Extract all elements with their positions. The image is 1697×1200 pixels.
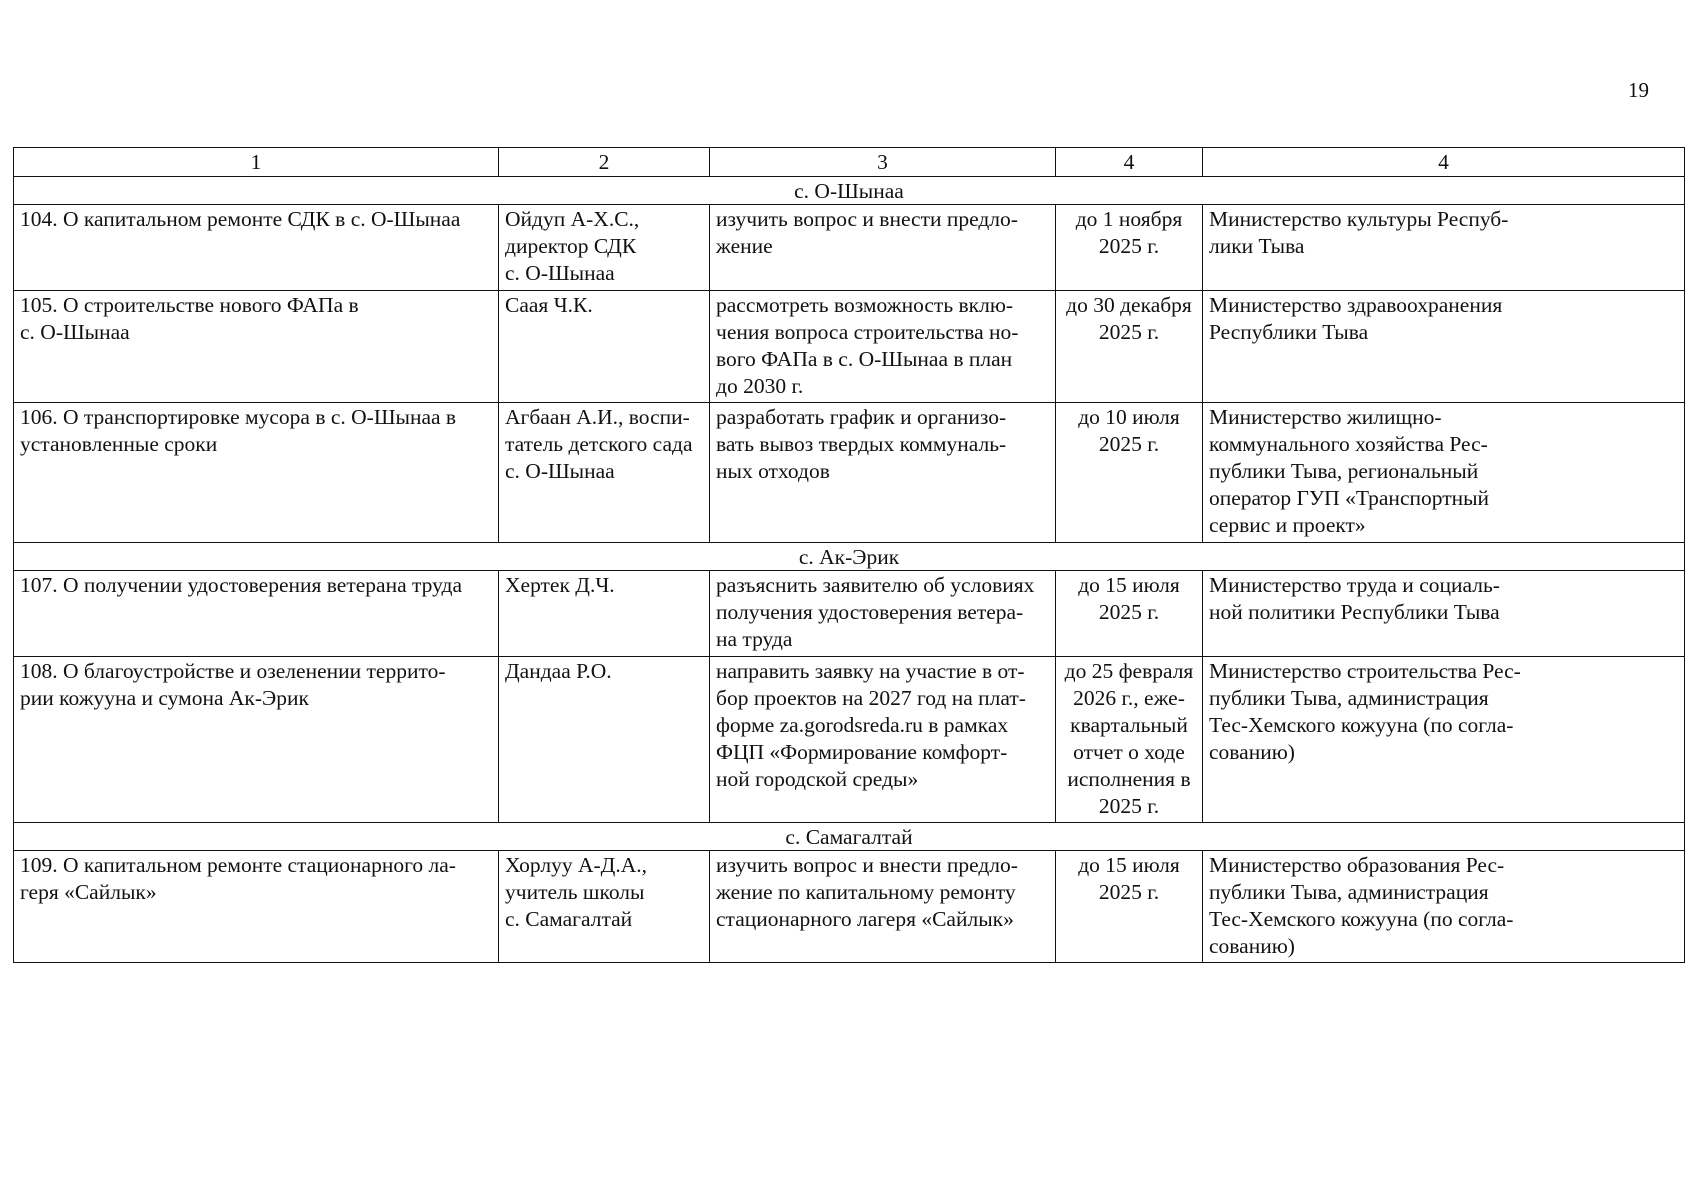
responsible-cell — [1203, 571, 1685, 657]
cell-line: Министерство строительства Рес- — [1209, 659, 1521, 683]
table-row — [14, 205, 1685, 291]
responsible-cell — [1203, 403, 1685, 543]
cell-line: до 30 декабря — [1066, 293, 1192, 317]
table-row — [14, 291, 1685, 403]
cell-line: разъяснить заявителю об условиях — [716, 573, 1035, 597]
cell-line: оператор ГУП «Транспортный — [1209, 486, 1490, 510]
cell-line: рассмотреть возможность вклю- — [716, 293, 1014, 317]
deadline-cell — [1056, 571, 1203, 657]
cell-line: Тес-Хемского кожууна (по согла- — [1209, 713, 1514, 737]
question-cell — [14, 851, 499, 963]
header-cell: 3 — [710, 148, 1056, 177]
section-title: с. Самагалтай — [14, 823, 1685, 851]
cell-line: публики Тыва, администрация — [1209, 880, 1489, 904]
cell-line: Республики Тыва — [1209, 320, 1369, 344]
section-title: с. О-Шынаа — [14, 177, 1685, 205]
question-cell — [14, 657, 499, 823]
cell-line: ной политики Республики Тыва — [1209, 600, 1500, 624]
cell-line: ФЦП «Формирование комфорт- — [716, 740, 1008, 764]
cell-line: получения удостоверения ветера- — [716, 600, 1024, 624]
cell-line: публики Тыва, региональный — [1209, 459, 1479, 483]
deadline-cell — [1056, 851, 1203, 963]
cell-line: установленные сроки — [20, 432, 218, 456]
section-row — [14, 823, 1685, 851]
applicant-cell — [499, 403, 710, 543]
cell-line: 106. О транспортировке мусора в с. О-Шынаа в — [20, 405, 457, 429]
cell-line: Министерство образования Рес- — [1209, 853, 1505, 877]
cell-line: бор проектов на 2027 год на плат- — [716, 686, 1026, 710]
cell-line: коммунального хозяйства Рес- — [1209, 432, 1488, 456]
deadline-cell — [1056, 403, 1203, 543]
header-cell: 4 — [1203, 148, 1685, 177]
action-cell — [710, 403, 1056, 543]
cell-line: направить заявку на участие в от- — [716, 659, 1025, 683]
applicant-cell — [499, 571, 710, 657]
cell-line: Министерство культуры Респуб- — [1209, 207, 1509, 231]
cell-line: с. О-Шынаа — [505, 459, 615, 483]
applicant-cell — [499, 657, 710, 823]
cell-line: отчет о ходе — [1073, 740, 1185, 764]
cell-line: разработать график и организо- — [716, 405, 1007, 429]
cell-line: Ойдуп А-Х.С., — [505, 207, 640, 231]
cell-line: с. О-Шынаа — [505, 261, 615, 285]
cell-line: Агбаан А.И., воспи- — [505, 405, 690, 429]
header-row — [14, 148, 1685, 177]
cell-line: изучить вопрос и внести предло- — [716, 853, 1018, 877]
question-cell — [14, 403, 499, 543]
action-cell — [710, 291, 1056, 403]
cell-line: Хорлуу А-Д.А., — [505, 853, 647, 877]
cell-line: до 15 июля — [1078, 853, 1180, 877]
cell-line: до 25 февраля — [1064, 659, 1194, 683]
cell-line: жение по капитальному ремонту — [716, 880, 1016, 904]
cell-line: вать вывоз твердых коммуналь- — [716, 432, 1007, 456]
deadline-cell — [1056, 657, 1203, 823]
cell-line: 107. О получении удостоверения ветерана труда — [20, 573, 462, 597]
table-row — [14, 657, 1685, 823]
responsible-cell — [1203, 291, 1685, 403]
cell-line: чения вопроса строительства но- — [716, 320, 1019, 344]
cell-line: Хертек Д.Ч. — [505, 573, 615, 597]
cell-line: форме za.gorodsreda.ru в рамках — [716, 713, 1009, 737]
cell-line: 108. О благоустройстве и озеленении террито- — [20, 659, 446, 683]
cell-line: 2025 г. — [1098, 432, 1160, 456]
cell-line: Министерство труда и социаль- — [1209, 573, 1500, 597]
action-cell — [710, 657, 1056, 823]
header-cell: 2 — [499, 148, 710, 177]
cell-line: лики Тыва — [1209, 234, 1305, 258]
plan-table — [13, 147, 1685, 963]
table-row — [14, 851, 1685, 963]
responsible-cell — [1203, 657, 1685, 823]
cell-line: Тес-Хемского кожууна (по согла- — [1209, 907, 1514, 931]
cell-line: ных отходов — [716, 459, 830, 483]
page-number: 19 — [1628, 78, 1649, 102]
table-row — [14, 403, 1685, 543]
cell-line: с. Самагалтай — [505, 907, 633, 931]
header-cell: 1 — [14, 148, 499, 177]
cell-line: 2025 г. — [1098, 880, 1160, 904]
cell-line: геря «Сайлык» — [20, 880, 157, 904]
applicant-cell — [499, 291, 710, 403]
cell-line: до 10 июля — [1078, 405, 1180, 429]
section-title: с. Ак-Эрик — [14, 543, 1685, 571]
applicant-cell — [499, 851, 710, 963]
cell-line: с. О-Шынаа — [20, 320, 130, 344]
cell-line: директор СДК — [505, 234, 637, 258]
action-cell — [710, 205, 1056, 291]
question-cell — [14, 291, 499, 403]
cell-line: Министерство здравоохранения — [1209, 293, 1503, 317]
cell-line: сованию) — [1209, 934, 1295, 958]
action-cell — [710, 571, 1056, 657]
cell-line: Дандаа Р.О. — [505, 659, 612, 683]
cell-line: вого ФАПа в с. О-Шынаа в план — [716, 347, 1013, 371]
cell-line: публики Тыва, администрация — [1209, 686, 1489, 710]
deadline-cell — [1056, 205, 1203, 291]
cell-line: на труда — [716, 627, 793, 651]
cell-line: сервис и проект» — [1209, 513, 1366, 537]
cell-line: 105. О строительстве нового ФАПа в — [20, 293, 359, 317]
section-row — [14, 543, 1685, 571]
cell-line: до 1 ноября — [1075, 207, 1183, 231]
header-cell: 4 — [1056, 148, 1203, 177]
cell-line: 109. О капитальном ремонте стационарного ла- — [20, 853, 456, 877]
cell-line: 2025 г. — [1098, 320, 1160, 344]
cell-line: 2025 г. — [1098, 794, 1160, 818]
cell-line: учитель школы — [505, 880, 645, 904]
applicant-cell — [499, 205, 710, 291]
cell-line: до 15 июля — [1078, 573, 1180, 597]
question-cell — [14, 205, 499, 291]
responsible-cell — [1203, 205, 1685, 291]
table-row — [14, 571, 1685, 657]
cell-line: сованию) — [1209, 740, 1295, 764]
deadline-cell — [1056, 291, 1203, 403]
responsible-cell — [1203, 851, 1685, 963]
cell-line: рии кожууна и сумона Ак-Эрик — [20, 686, 309, 710]
cell-line: 2025 г. — [1098, 234, 1160, 258]
cell-line: Министерство жилищно- — [1209, 405, 1442, 429]
action-cell — [710, 851, 1056, 963]
cell-line: стационарного лагеря «Сайлык» — [716, 907, 1014, 931]
cell-line: ной городской среды» — [716, 767, 919, 791]
cell-line: татель детского сада — [505, 432, 693, 456]
cell-line: 2026 г., еже- — [1073, 686, 1185, 710]
cell-line: Саая Ч.К. — [505, 293, 593, 317]
cell-line: до 2030 г. — [716, 374, 804, 398]
cell-line: квартальный — [1070, 713, 1188, 737]
cell-line: 104. О капитальном ремонте СДК в с. О-Шынаа — [20, 207, 461, 231]
question-cell — [14, 571, 499, 657]
section-row — [14, 177, 1685, 205]
cell-line: изучить вопрос и внести предло- — [716, 207, 1018, 231]
cell-line: жение — [716, 234, 773, 258]
cell-line: 2025 г. — [1098, 600, 1160, 624]
cell-line: исполнения в — [1067, 767, 1191, 791]
